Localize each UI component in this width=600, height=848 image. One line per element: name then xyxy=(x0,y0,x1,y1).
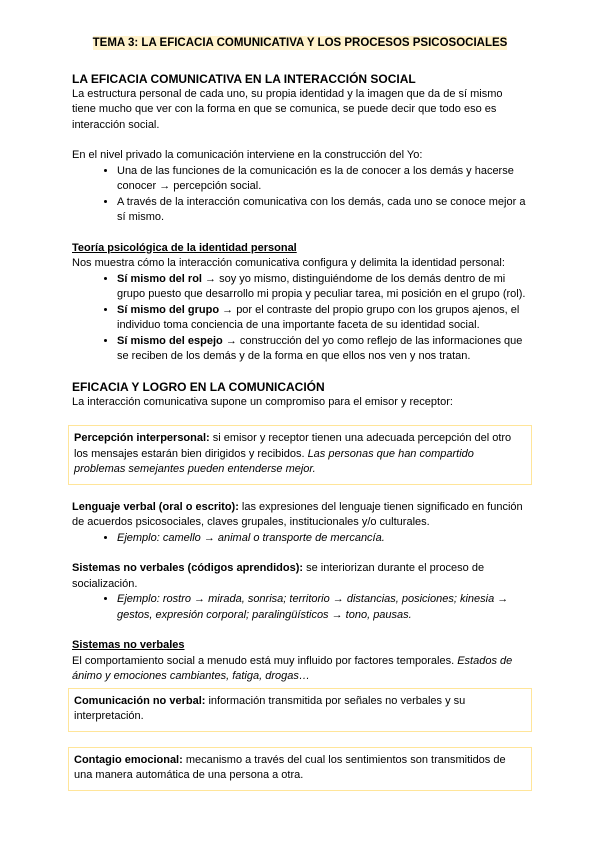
list-item: • Sí mismo del rol → soy yo mismo, distinguiéndome de los demás dentro de mi grupo puesto que desarrollo mi propia y peculiar tarea, mi posición en el grupo (rol). xyxy=(117,272,528,303)
theory-heading: Teoría psicológica de la identidad personal xyxy=(72,241,297,254)
term: Sistemas no verbales (códigos aprendidos): xyxy=(72,562,304,574)
nonverbal-codes-paragraph: Sistemas no verbales (códigos aprendidos): se interiorizan durante el proceso de socialización. xyxy=(72,562,485,590)
verbal-paragraph: Lenguaje verbal (oral o escrito): las expresiones del lenguaje tienen significado en función de acuerdos psicosociales, claves grupales, institucionales y/o culturales. xyxy=(72,500,523,528)
list-item: • Ejemplo: rostro → mirada, sonrisa; territorio → distancias, posiciones; kinesia → gestos, expresión corporal; paralingüísticos → tono, pausas. xyxy=(117,592,528,623)
term: Sí mismo del espejo xyxy=(117,334,223,347)
title-block xyxy=(72,36,528,52)
list-item: • A través de la interacción comunicativa con los demás, cada uno se conoce mejor a sí mismo. xyxy=(117,195,528,226)
contagion-box: Contagio emocional: mecanismo a través del cual los sentimientos son transmitidos de una manera automática de una persona a otra. xyxy=(68,747,532,791)
intro-paragraph: La estructura personal de cada uno, su propia identidad y la imagen que da de sí mismo tiene mucho que ver con la forma en que se comunica, se puede decir que todo eso es interacción social. xyxy=(72,87,503,131)
term: Comunicación no verbal: xyxy=(74,694,206,707)
term: Sí mismo del grupo xyxy=(117,303,220,316)
nonverbal-paragraph: El comportamiento social a menudo está muy influido por factores temporales. Estados de ánimo y emociones cambiantes, fatiga, drogas… xyxy=(72,654,513,682)
nonverbal-example-list xyxy=(72,592,528,623)
perception-box: Percepción interpersonal: si emisor y receptor tienen una adecuada percepción del otro los mensajes estarán bien dirigidos y recibidos. Las personas que han compartido problemas semejantes pueden entenderse mejor. xyxy=(68,425,532,485)
document-page xyxy=(72,36,528,791)
nonverbal-box: Comunicación no verbal: información transmitida por señales no verbales y su interpretación. xyxy=(68,688,532,732)
list-item: • Ejemplo: camello → animal o transporte de mercancía. xyxy=(117,531,528,547)
document-title: TEMA 3: LA EFICACIA COMUNICATIVA Y LOS PROCESOS PSICOSOCIALES xyxy=(92,37,508,49)
term: Contagio emocional: xyxy=(74,753,183,766)
theory-intro: Nos muestra cómo la interacción comunicativa configura y delimita la identidad personal: xyxy=(72,257,505,269)
term: Sí mismo del rol xyxy=(117,272,202,285)
list-item: • Una de las funciones de la comunicación es la de conocer a los demás y hacerse conocer → percepción social. xyxy=(117,164,528,195)
section2-intro: La interacción comunicativa supone un compromiso para el emisor y receptor: xyxy=(72,395,453,408)
identity-list xyxy=(72,272,528,365)
term: Lenguaje verbal (oral o escrito): xyxy=(72,500,239,513)
nonverbal-heading: Sistemas no verbales xyxy=(72,639,185,651)
term: Percepción interpersonal: xyxy=(74,432,210,444)
section-heading-eficacia: LA EFICACIA COMUNICATIVA EN LA INTERACCIÓN SOCIAL xyxy=(72,71,416,86)
list-item: • Sí mismo del grupo → por el contraste del propio grupo con los grupos ajenos, el individuo toma conciencia de una importante faceta de su identidad social. xyxy=(117,303,528,334)
list-item: • Sí mismo del espejo → construcción del yo como reflejo de las informaciones que se reciben de los demás y de la forma en que ellos nos ven y nos tratan. xyxy=(117,334,528,365)
yo-bullet-list xyxy=(72,164,528,226)
section-heading-logro: EFICACIA Y LOGRO EN LA COMUNICACIÓN xyxy=(72,379,325,394)
private-level-paragraph: En el nivel privado la comunicación interviene en la construcción del Yo: xyxy=(72,149,423,161)
verbal-example-list xyxy=(72,531,528,547)
